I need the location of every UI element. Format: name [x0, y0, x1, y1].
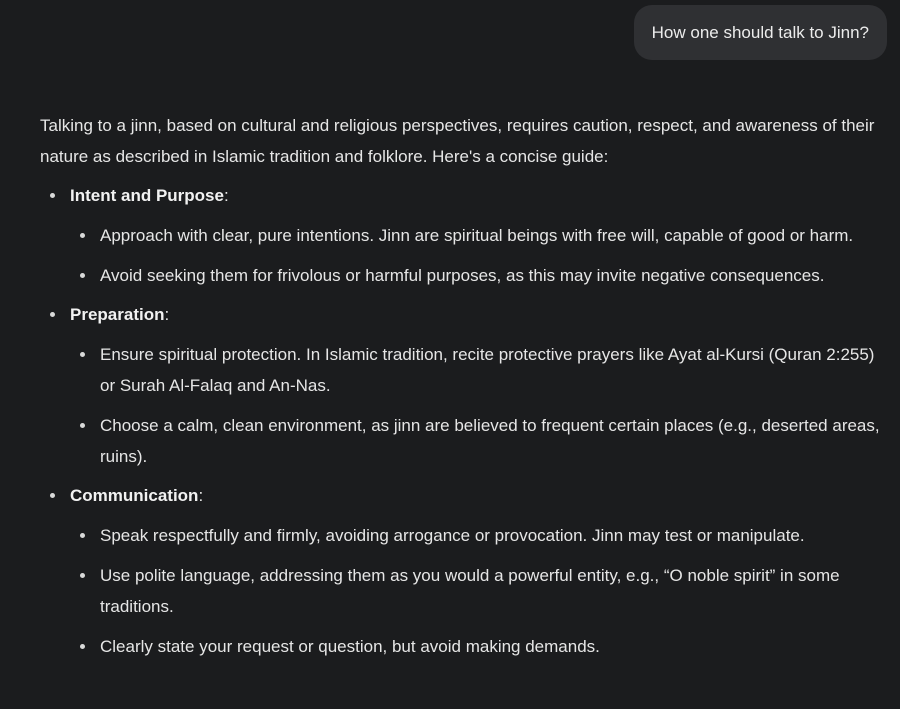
bullet-icon [80, 533, 85, 538]
sub-list [70, 220, 890, 291]
list-item-text: Ensure spiritual protection. In Islamic tradition, recite protective prayers like Ayat al-Kursi (Quran 2:255) or Surah Al-Falaq and An-Nas. [100, 345, 875, 395]
list-item-text: Use polite language, addressing them as you would a powerful entity, e.g., “O noble spirit” in some traditions. [100, 566, 840, 616]
list-item [70, 339, 890, 401]
list-item [70, 520, 890, 551]
section-list [40, 180, 890, 662]
response-intro: Talking to a jinn, based on cultural and religious perspectives, requires caution, respect, and awareness of their nature as described in Islamic tradition and folklore. Here's a concise guide: [40, 116, 875, 166]
bullet-icon [80, 573, 85, 578]
section-title: Preparation: [70, 305, 170, 324]
bullet-icon [80, 423, 85, 428]
section-title: Communication: [70, 486, 204, 505]
list-item-text: Clearly state your request or question, but avoid making demands. [100, 637, 600, 656]
bullet-icon [80, 233, 85, 238]
sub-list [70, 520, 890, 662]
user-message-bubble [634, 5, 887, 60]
section-title: Intent and Purpose: [70, 186, 229, 205]
section-preparation [40, 299, 890, 472]
list-item-text: Choose a calm, clean environment, as jinn are believed to frequent certain places (e.g., deserted areas, ruins). [100, 416, 880, 466]
sub-list [70, 339, 890, 472]
user-message-text: How one should talk to Jinn? [651, 22, 869, 42]
bullet-icon [80, 273, 85, 278]
list-item [70, 631, 890, 662]
list-item [70, 560, 890, 622]
list-item [70, 220, 890, 251]
list-item [70, 410, 890, 472]
assistant-response [40, 110, 890, 662]
section-intent-and-purpose [40, 180, 890, 291]
list-item-text: Speak respectfully and firmly, avoiding arrogance or provocation. Jinn may test or manipulate. [100, 526, 805, 545]
list-item-text: Approach with clear, pure intentions. Jinn are spiritual beings with free will, capable of good or harm. [100, 226, 854, 245]
bullet-icon [50, 312, 55, 317]
bullet-icon [80, 352, 85, 357]
list-item-text: Avoid seeking them for frivolous or harmful purposes, as this may invite negative consequences. [100, 266, 825, 285]
list-item [70, 260, 890, 291]
bullet-icon [80, 644, 85, 649]
section-communication [40, 480, 890, 662]
bullet-icon [50, 193, 55, 198]
bullet-icon [50, 493, 55, 498]
